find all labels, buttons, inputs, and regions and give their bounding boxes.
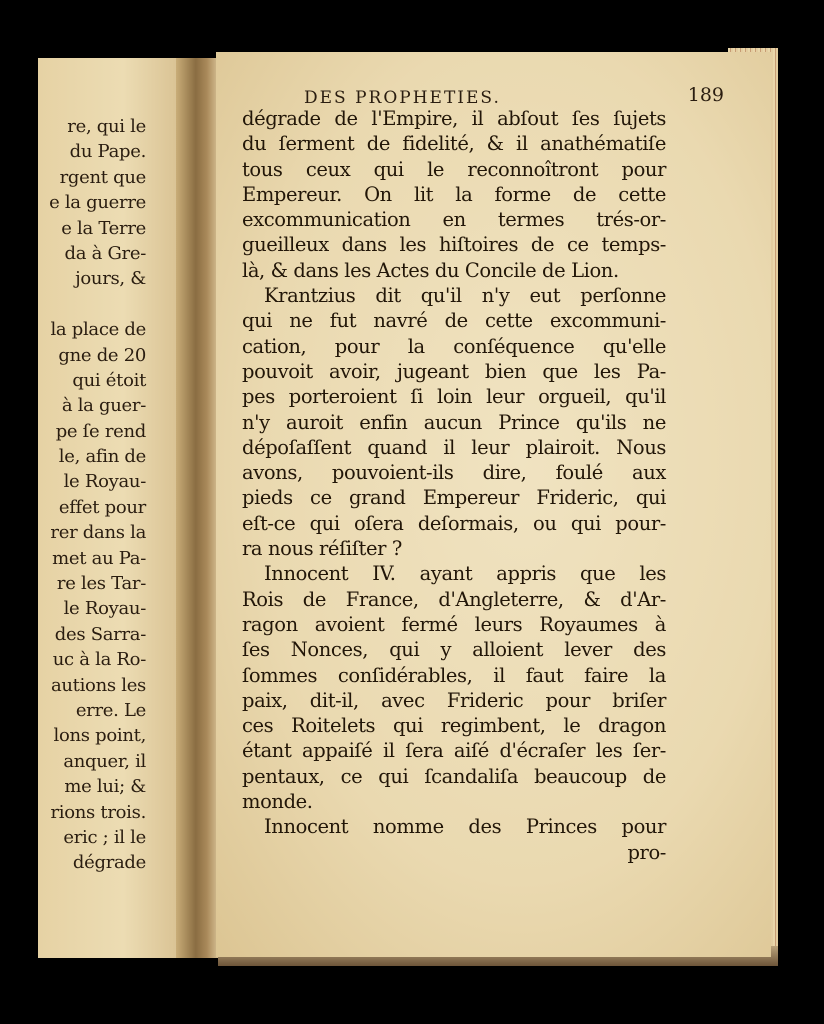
left-page-line: erre. Le [75,699,146,721]
left-page-line: la place de [50,319,146,341]
body-text-line: Rois de France, d'Angleterre, & d'Ar- [242,587,666,611]
left-page-line: du Pape. [69,141,146,163]
left-page-line: à la guer- [61,395,146,417]
running-head-title: DES PROPHETIES. [304,88,501,108]
left-page-line: rions trois. [50,801,146,823]
body-text-line: pentaux, ce qui ſcandaliſa beaucoup de [242,764,666,788]
left-page [38,58,180,958]
body-text-line: pro- [627,840,666,864]
left-page-line: dégrade [72,852,146,874]
body-text-line: excommunication en termes trés-or- [242,208,666,232]
body-text-line: dépoſaſſent quand il leur plairoit. Nous [242,435,666,459]
book-gutter [176,58,220,958]
left-page-line: jours, & [75,268,146,290]
left-page-line: gne de 20 [58,344,146,366]
left-page-line: rer dans la [50,522,146,544]
body-text-line: du ſerment de fidelité, & il anathématiſe [242,132,666,156]
left-page-line: anquer, il [63,750,146,772]
left-page-line: des Sarra- [54,623,146,645]
body-text-line: ragon avoient fermé leurs Royaumes à [242,612,666,636]
right-page [216,52,771,957]
body-text-line: eſt-ce qui oſera deſormais, ou qui pour- [242,511,666,535]
body-text-line: Krantzius dit qu'il n'y eut perſonne [264,284,666,308]
body-text-line: là, & dans les Actes du Concile de Lion. [242,258,619,282]
left-page-line: met au Pa- [52,547,146,569]
body-text-line: ra nous réſiſter ? [242,537,402,561]
body-text-line: paix, dit-il, avec Frideric pour briſer [242,688,666,712]
left-page-text [38,114,146,876]
left-page-line: eric ; il le [63,826,146,848]
left-page-line: rgent que [59,166,146,188]
body-text-line: Innocent nomme des Princes pour [264,815,666,839]
left-page-line: le Royau- [63,471,146,493]
body-text-line: avons, pouvoient-ils dire, foulé aux [242,461,666,485]
left-page-line: re les Tar- [56,573,146,595]
body-text-line: ſommes conſidérables, il faut faire la [242,663,666,687]
body-text-line: gueilleux dans les hiſtoires de ce temps- [242,233,666,257]
left-page-line: uc à la Ro- [52,649,146,671]
left-page-line: da à Gre- [64,242,146,264]
left-page-line: autions les [50,674,146,696]
body-text-line: qui ne fut navré de cette excommuni- [242,309,666,333]
body-text-line: n'y auroit enfin aucun Prince qu'ils ne [242,410,666,434]
running-head [304,84,724,108]
open-book [38,40,778,970]
body-text-line: étant appaiſé il ſera aiſé d'écraſer les ſer- [242,739,666,763]
body-text-line: tous ceux qui le reconnoîtront pour [242,157,666,181]
left-page-line: le, afin de [58,446,146,468]
left-page-line: pe ſe rend [55,420,146,442]
body-text-line: pieds ce grand Empereur Frideric, qui [242,486,666,510]
body-text-line: ces Roitelets qui regimbent, le dragon [242,714,666,738]
left-page-line: e la guerre [49,192,146,214]
body-text-line: ſes Nonces, qui y alloient lever des [242,638,666,662]
left-page-line: effet pour [58,496,146,518]
body-text-line: pouvoit avoir, jugeant bien que les Pa- [242,359,666,383]
left-page-line: le Royau- [63,598,146,620]
left-page-line: qui étoit [72,369,146,391]
body-text-line: Innocent IV. ayant appris que les [264,562,666,586]
right-page-text [242,106,666,865]
body-text-line: monde. [242,790,313,814]
left-page-line: lons point, [53,725,146,747]
body-text-line: dégrade de l'Empire, il abſout ſes ſujets [242,107,666,130]
body-text-line: cation, pour la conſéquence qu'elle [242,334,666,358]
page-number: 189 [687,84,724,106]
left-page-line: e la Terre [61,217,146,239]
body-text-line: pes porteroient ſi loin leur orgueil, qu'il [242,385,666,409]
body-text-line: Empereur. On lit la forme de cette [242,182,666,206]
left-page-line: re, qui le [67,116,146,137]
left-page-line: me lui; & [64,776,146,798]
left-page-line [38,292,146,317]
